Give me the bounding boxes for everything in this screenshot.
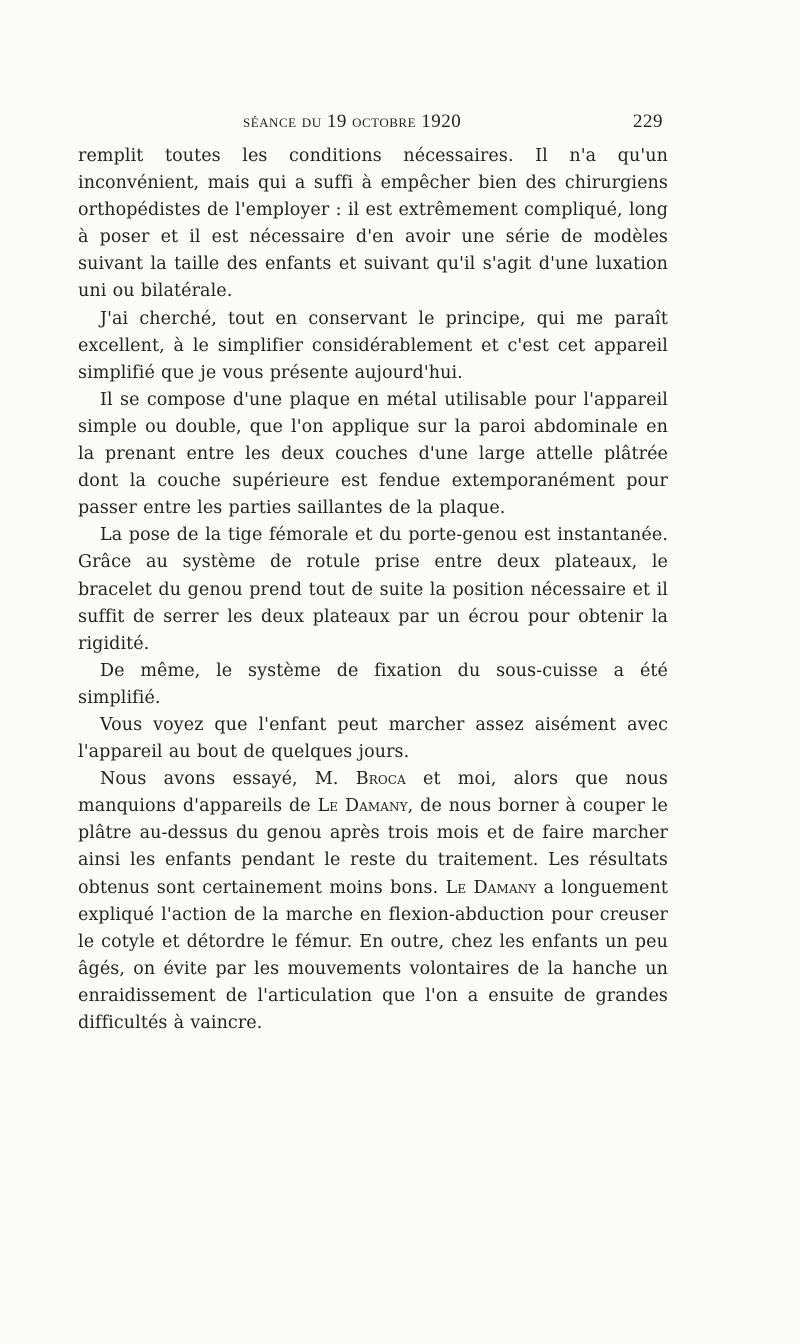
body-text <box>78 143 668 1037</box>
paragraph-2: J'ai cherché, tout en conservant le principe, qui me paraît excellent, à le simplifier considérablement et c'est cet appareil simplifié que je vous présente aujourd'hui. <box>78 308 668 383</box>
running-head <box>243 111 663 137</box>
paragraph-7-part-3: , de nous borner à couper le plâtre au-dessus du genou après trois mois et de faire marcher ainsi les enfants pendant le reste du traitement. Les résultats obtenus sont certainement moins bons. <box>78 796 668 898</box>
paragraph-3: Il se compose d'une plaque en métal utilisable pour l'appareil simple ou double, que l'on applique sur la paroi abdominale en la prenant entre les deux couches d'une large attelle plâtrée dont la couche supérieure est fendue extemporanément pour passer entre les parties saillantes de la plaque. <box>78 389 668 519</box>
paragraph-7 <box>78 766 668 1037</box>
page-number: 229 <box>633 111 663 132</box>
paragraph-5: De même, le système de fixation du sous-cuisse a été simplifié. <box>78 660 668 708</box>
paragraph-7-part-1: Nous avons essayé, M. <box>100 769 356 790</box>
paragraph-7-part-2: et moi, alors que nous manquions d'appareils de <box>78 769 668 817</box>
paragraph-4: La pose de la tige fémorale et du porte-genou est instantanée. Grâce au système de rotule prise entre deux plateaux, le bracelet du genou prend tout de suite la position nécessaire et il suffit de serrer les deux plateaux par un écrou pour obtenir la rigidité. <box>78 525 668 654</box>
running-head-title: séance du 19 octobre 1920 <box>243 111 462 132</box>
author-name-le-damany: Le Damany <box>317 796 408 817</box>
paragraph-6: Vous voyez que l'enfant peut marcher assez aisément avec l'appareil au bout de quelques jours. <box>78 714 668 763</box>
author-name-le-damany-2: Le Damany <box>445 877 537 898</box>
paragraph-1: remplit toutes les conditions nécessaires. Il n'a qu'un inconvénient, mais qui a suffi à empêcher bien des chirurgiens orthopédistes de l'employer : il est extrêmement compliqué, long à poser et il est nécessaire d'en avoir une série de modèles suivant la taille des enfants et suivant qu'il s'agit d'une luxation uni ou bilatérale. <box>78 146 668 302</box>
paragraph-7-part-4: a longuement expliqué l'action de la marche en flexion-abduction pour creuser le cotyle et détordre le fémur. En outre, chez les enfants un peu âgés, on évite par les mouvements volontaires de la hanche un enraidissement de l'articulation que l'on a ensuite de grandes difficultés à vaincre. <box>78 877 668 1033</box>
author-name-broca: Broca <box>355 769 406 790</box>
